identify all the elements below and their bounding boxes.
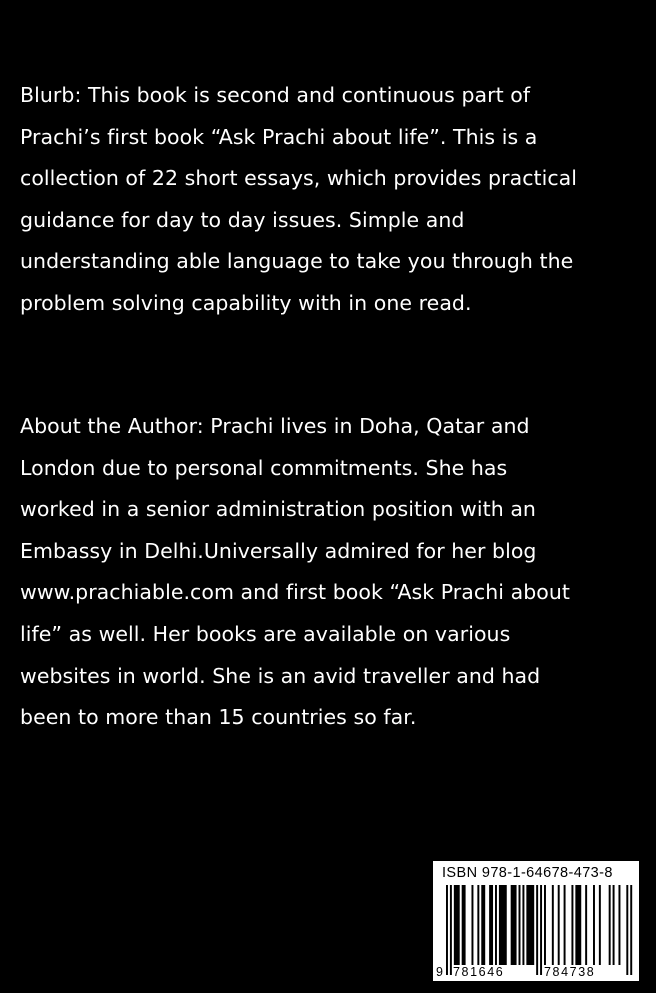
barcode-guard-bar bbox=[450, 885, 452, 975]
barcode-bar bbox=[558, 885, 560, 965]
blurb-paragraph bbox=[20, 75, 645, 325]
barcode-bar bbox=[609, 885, 611, 965]
barcode-bar bbox=[544, 885, 546, 965]
blurb-line: collection of 22 short essays, which provides practical bbox=[20, 166, 578, 191]
page-edge bbox=[656, 0, 662, 993]
barcode-bars bbox=[433, 861, 639, 981]
barcode-bar bbox=[454, 885, 460, 965]
blurb-line: Blurb: This book is second and continuous part of bbox=[20, 83, 531, 107]
isbn-label: ISBN 978-1-64678-473-8 bbox=[442, 865, 613, 881]
barcode-bar bbox=[462, 885, 466, 965]
barcode-bar bbox=[511, 885, 517, 965]
about-line: been to more than 15 countries so far. bbox=[20, 705, 417, 730]
about-line: Embassy in Delhi.Universally admired for her blog bbox=[20, 538, 537, 563]
barcode-bar bbox=[599, 885, 601, 965]
barcode-digit-first: 9 bbox=[436, 965, 443, 979]
blurb-line: Prachi’s first book “Ask Prachi about life”. This is a bbox=[20, 124, 538, 149]
about-line: life” as well. Her books are available on various bbox=[20, 621, 511, 646]
barcode-bar bbox=[522, 885, 524, 965]
barcode-guard-bar bbox=[536, 885, 538, 975]
blurb-line: problem solving capability with in one read. bbox=[20, 290, 472, 315]
barcode-bar bbox=[618, 885, 620, 965]
about-author-paragraph bbox=[20, 406, 645, 739]
barcode-bar bbox=[571, 885, 573, 965]
barcode-bar bbox=[613, 885, 615, 965]
about-line: websites in world. She is an avid traveller and had bbox=[20, 663, 541, 688]
barcode-bar bbox=[489, 885, 493, 965]
blurb-line: understanding able language to take you through the bbox=[20, 249, 574, 274]
about-line: www.prachiable.com and first book “Ask Prachi about bbox=[20, 580, 570, 605]
barcode-bar bbox=[481, 885, 485, 965]
barcode-bar bbox=[564, 885, 566, 965]
isbn-barcode bbox=[432, 860, 640, 982]
barcode-bar bbox=[471, 885, 473, 965]
barcode-guard-bar bbox=[630, 885, 632, 975]
barcode-bar bbox=[477, 885, 479, 965]
barcode-digits-left: 781646 bbox=[453, 965, 505, 979]
barcode-guard-bar bbox=[626, 885, 628, 975]
barcode-digits-right: 784738 bbox=[544, 965, 596, 979]
barcode-bar bbox=[552, 885, 554, 965]
about-line: London due to personal commitments. She has bbox=[20, 455, 508, 480]
barcode-bar bbox=[519, 885, 521, 965]
about-line: worked in a senior administration position with an bbox=[20, 497, 536, 522]
barcode-guard-bar bbox=[540, 885, 542, 975]
about-line: About the Author: Prachi lives in Doha, Qatar and bbox=[20, 414, 530, 438]
blurb-line: guidance for day to day issues. Simple and bbox=[20, 207, 465, 232]
barcode-bar bbox=[499, 885, 507, 965]
barcode-guard-bar bbox=[446, 885, 448, 975]
barcode-bar bbox=[495, 885, 497, 965]
barcode-bar bbox=[526, 885, 534, 965]
barcode-bar bbox=[585, 885, 587, 965]
barcode-bar bbox=[593, 885, 595, 965]
barcode-bar bbox=[575, 885, 581, 965]
